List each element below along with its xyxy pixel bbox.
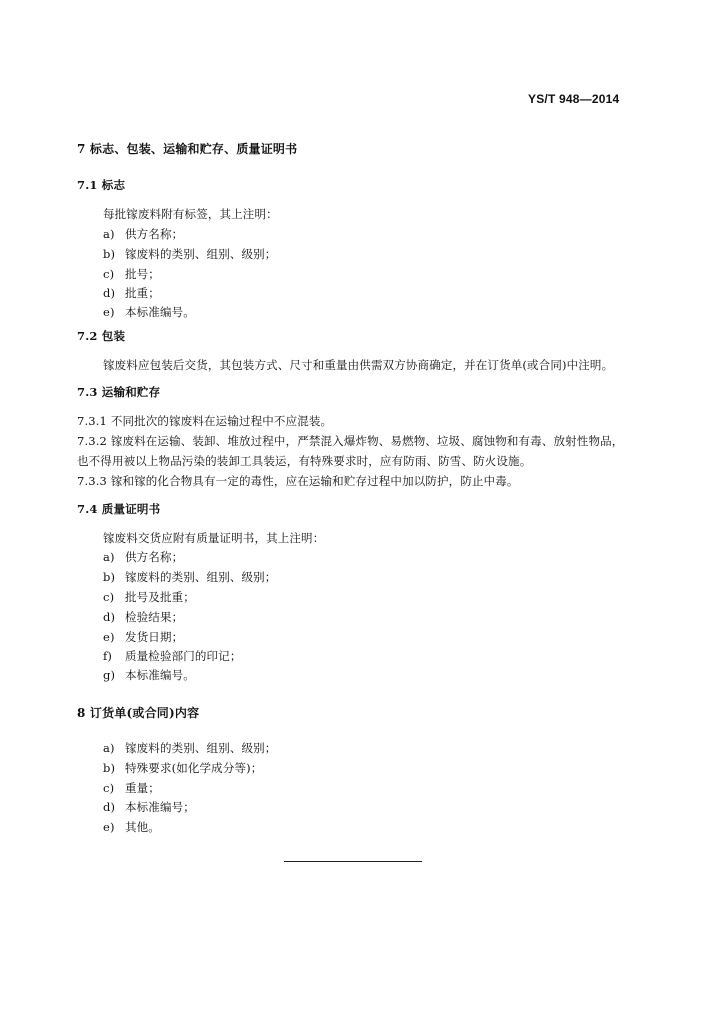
list-item <box>103 587 195 607</box>
list-item-marker: g) <box>103 668 116 682</box>
list-item-marker: e) <box>103 630 115 644</box>
list-item <box>103 283 160 303</box>
list-item <box>103 738 276 758</box>
document-id: YS/T 948—2014 <box>528 92 620 106</box>
list-item <box>103 758 262 778</box>
list-item-text: 镓废料的类别、组别、级别； <box>125 570 277 584</box>
list-item-text: 质量检验部门的印记； <box>125 649 242 663</box>
list-item-text: 特殊要求(如化学成分等)； <box>125 761 263 775</box>
list-item-marker: e) <box>103 820 115 834</box>
section-7-3-2-line1: 7.3.2 镓废料在运输、装卸、堆放过程中，严禁混入爆炸物、易燃物、垃圾、腐蚀物和有毒、放射性物品， <box>77 434 624 448</box>
section-7-4-title: 7.4 质量证明书 <box>77 502 161 516</box>
section-7-1-title: 7.1 标志 <box>77 178 126 192</box>
section-7-2-title: 7.2 包装 <box>77 329 126 343</box>
list-item <box>103 567 276 587</box>
section-7-1-intro: 每批镓废料附有标签，其上注明： <box>103 207 278 221</box>
list-item-text: 其他。 <box>125 820 160 834</box>
section-7-3-2-line2: 也不得用被以上物品污染的装卸工具装运，有特殊要求时，应有防雨、防雪、防火设施。 <box>77 454 532 468</box>
section-7-3-3-text: 7.3.3 镓和镓的化合物具有一定的毒性，应在运输和贮存过程中加以防护，防止中毒。 <box>77 474 519 488</box>
list-item-marker: c) <box>103 267 115 281</box>
list-item-text: 重量； <box>125 781 160 795</box>
section-7-title: 7 标志、包装、运输和贮存、质量证明书 <box>77 142 298 156</box>
list-item <box>103 646 242 666</box>
list-item <box>103 665 195 685</box>
list-item-marker: b) <box>103 570 116 584</box>
list-item-text: 检验结果； <box>125 610 184 624</box>
list-item-text: 镓废料的类别、组别、级别； <box>125 247 277 261</box>
list-item-marker: d) <box>103 800 116 814</box>
list-item <box>103 797 195 817</box>
list-item <box>103 244 276 264</box>
list-item <box>103 627 183 647</box>
list-item-text: 镓废料的类别、组别、级别； <box>125 741 277 755</box>
section-7-3-title: 7.3 运输和贮存 <box>77 385 161 399</box>
list-item-marker: d) <box>103 610 116 624</box>
list-item-marker: b) <box>103 247 116 261</box>
list-item-marker: e) <box>103 305 115 319</box>
list-item-marker: a) <box>103 741 115 755</box>
section-7-3-1-text: 7.3.1 不同批次的镓废料在运输过程中不应混装。 <box>77 414 333 428</box>
section-8-title: 8 订货单(或合同)内容 <box>77 706 200 720</box>
list-item-text: 批重； <box>125 286 160 300</box>
list-item <box>103 607 183 627</box>
list-item-marker: c) <box>103 781 115 795</box>
list-item-marker: d) <box>103 286 116 300</box>
list-item <box>103 817 160 837</box>
list-item-marker: f) <box>103 649 113 663</box>
list-item-text: 发货日期； <box>125 630 184 644</box>
section-7-2-text: 镓废料应包装后交货，其包装方式、尺寸和重量由供需双方协商确定，并在订货单(或合同)中注明。 <box>103 358 614 372</box>
list-item-marker: a) <box>103 227 115 241</box>
list-item-text: 批号； <box>125 267 160 281</box>
list-item-marker: b) <box>103 761 116 775</box>
list-item-text: 本标准编号； <box>125 800 195 814</box>
list-item-marker: a) <box>103 550 115 564</box>
section-7-4-intro: 镓废料交货应附有质量证明书，其上注明： <box>103 531 325 545</box>
list-item <box>103 778 160 798</box>
list-item-text: 供方名称； <box>125 227 184 241</box>
list-item-text: 本标准编号。 <box>125 668 195 682</box>
list-item-text: 批号及批重； <box>125 590 195 604</box>
list-item-text: 供方名称； <box>125 550 184 564</box>
list-item-marker: c) <box>103 590 115 604</box>
list-item <box>103 547 183 567</box>
list-item <box>103 224 183 244</box>
list-item <box>103 264 160 284</box>
end-rule <box>284 861 422 862</box>
list-item <box>103 302 195 322</box>
list-item-text: 本标准编号。 <box>125 305 195 319</box>
